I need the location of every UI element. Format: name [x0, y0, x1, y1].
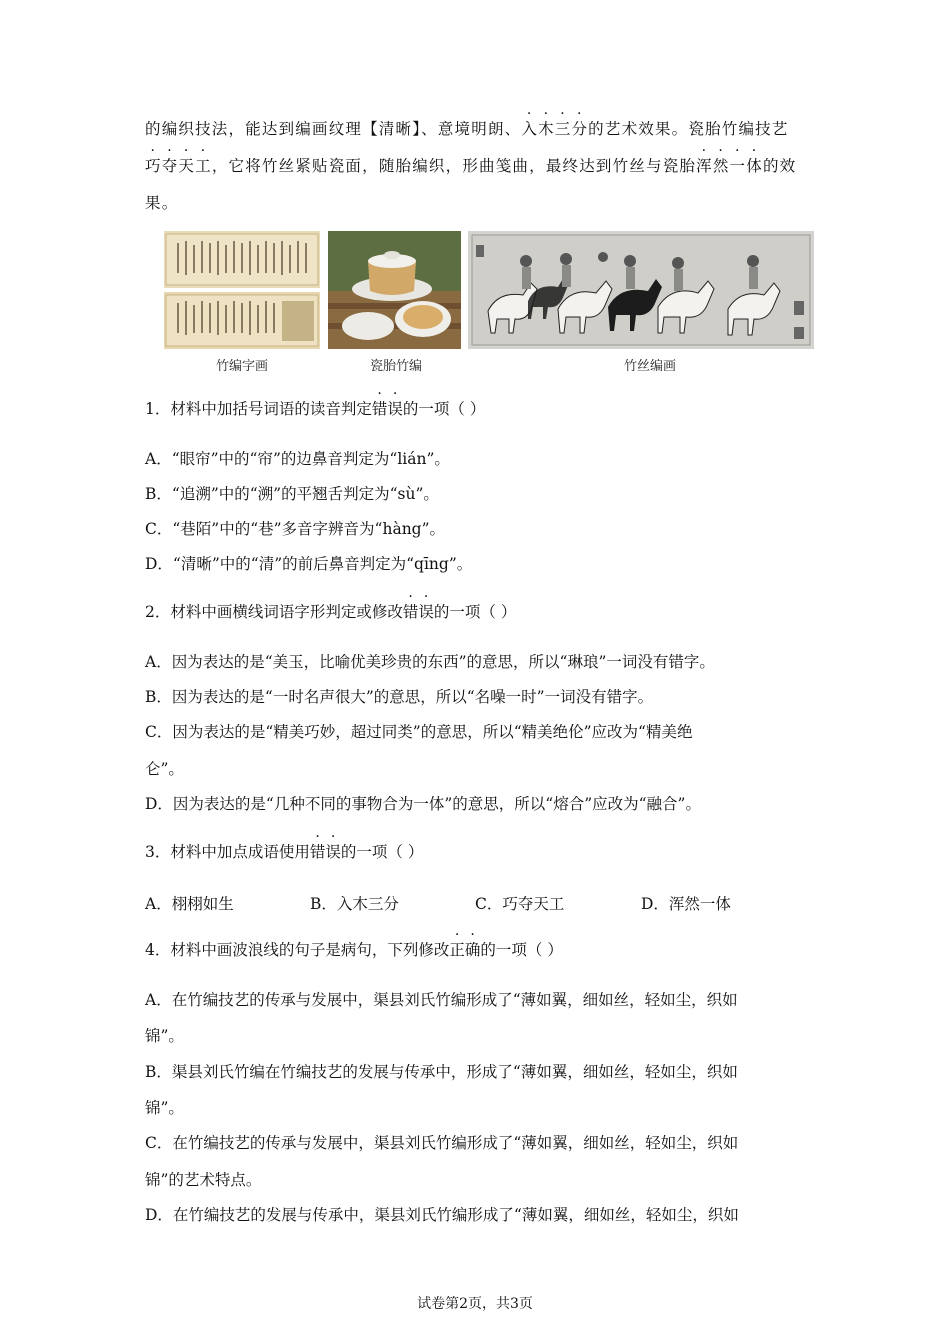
q4-option-c-cont: 锦”的艺术特点。 — [145, 1171, 262, 1189]
q4-option-a-cont: 锦”。 — [145, 1027, 184, 1045]
question-2-stem — [145, 602, 516, 622]
q4-option-d: D．在竹编技艺的发展与传承中，渠县刘氏竹编形成了“薄如翼，细如丝，轻如尘，织如 — [145, 1206, 739, 1224]
stem-text: 4．材料中画波浪线的句子是病句，下列修改 — [145, 941, 450, 959]
q4-option-b: B．渠县刘氏竹编在竹编技艺的发展与传承中，形成了“薄如翼，细如丝，轻如尘，织如 — [145, 1063, 738, 1081]
dotted-char: 错 — [402, 603, 419, 621]
q3-option-d: D．浑然一体 — [641, 895, 731, 913]
dotted-char: 体 — [746, 157, 763, 175]
dotted-char: 分 — [571, 120, 589, 138]
q2-option-d: D．因为表达的是“几种不同的事物合为一体”的意思，所以“熔合”应改为“融合”。 — [145, 795, 701, 813]
passage-line-3 — [145, 193, 178, 213]
question-1-stem — [145, 399, 485, 419]
dotted-char: 巧 — [145, 157, 162, 175]
dotted-char: 误 — [387, 400, 403, 418]
dotted-char: 天 — [178, 157, 196, 175]
dotted-char: 确 — [464, 941, 481, 959]
bamboo-weave-horses-image — [468, 231, 814, 349]
stem-text: 的一项（ ） — [340, 843, 424, 861]
dotted-char: 误 — [418, 603, 434, 621]
porcelain-bamboo-image — [328, 231, 461, 349]
stem-text: 2．材料中画横线词语字形判定或修改 — [145, 603, 403, 621]
q2-option-c: C．因为表达的是“精美巧妙，超过同类”的意思，所以“精美绝伦”应改为“精美绝 — [145, 723, 693, 741]
q1-option-b: B．“追溯”中的“溯”的平翘舌判定为“sù”。 — [145, 485, 439, 503]
q3-option-c: C．巧夺天工 — [475, 895, 565, 913]
q4-option-c: C．在竹编技艺的传承与发展中，渠县刘氏竹编形成了“薄如翼，细如丝，轻如尘，织如 — [145, 1134, 739, 1152]
q1-option-d: D．“清晰”中的“清”的前后鼻音判定为“qīng”。 — [145, 555, 473, 573]
dotted-char: 错 — [309, 843, 326, 861]
dotted-char: 工 — [195, 157, 212, 175]
dotted-char: 错 — [371, 400, 388, 418]
q1-option-a: A．“眼帘”中的“帘”的边鼻音判定为“lián”。 — [145, 450, 450, 468]
dotted-char: 木 — [538, 120, 555, 138]
passage-text: ，它将竹丝紧贴瓷面，随胎编织，形曲笺曲，最终达到竹丝与瓷胎 — [211, 157, 697, 175]
dotted-char: 然 — [712, 157, 730, 175]
stem-text: 的一项（ ） — [402, 400, 486, 418]
passage-text: 果。 — [145, 194, 179, 212]
question-4-stem — [145, 940, 563, 960]
dotted-char: 入 — [521, 120, 539, 138]
question-3-stem — [145, 842, 423, 862]
q1-option-c: C．“巷陌”中的“巷”多音字辨音为“hàng”。 — [145, 520, 446, 538]
dotted-char: 浑 — [696, 157, 713, 175]
bamboo-calligraphy-image — [164, 231, 320, 349]
dotted-char: 三 — [554, 120, 572, 138]
dotted-char: 正 — [449, 941, 465, 959]
stem-text: 1．材料中加括号词语的读音判定 — [145, 400, 372, 418]
stem-text: 的一项（ ） — [433, 603, 517, 621]
dotted-char: 误 — [325, 843, 341, 861]
q3-option-a: A．栩栩如生 — [145, 895, 234, 913]
q2-option-a: A．因为表达的是“美玉，比喻优美珍贵的东西”的意思，所以“琳琅”一词没有错字。 — [145, 653, 715, 671]
passage-text: 的效 — [762, 157, 797, 175]
passage-line-2 — [145, 156, 796, 176]
figure-caption: 竹编字画 — [216, 359, 269, 374]
passage-text: 的艺术效果。瓷胎竹编技艺 — [588, 120, 789, 138]
q4-option-b-cont: 锦”。 — [145, 1099, 184, 1117]
stem-text: 的一项（ ） — [480, 941, 563, 959]
figure-caption: 竹丝编画 — [624, 359, 677, 374]
q2-option-c-cont: 仑”。 — [145, 760, 184, 778]
passage-line-1 — [145, 119, 789, 139]
stem-text: 3．材料中加点成语使用 — [145, 843, 310, 861]
q2-option-b: B．因为表达的是“一时名声很大”的意思，所以“名噪一时”一词没有错字。 — [145, 688, 654, 706]
dotted-char: 夺 — [161, 157, 179, 175]
dotted-char: 一 — [729, 157, 747, 175]
page-footer: 试卷第2页，共3页 — [417, 1296, 533, 1312]
q4-option-a: A．在竹编技艺的传承与发展中，渠县刘氏竹编形成了“薄如翼，细如丝，轻如尘，织如 — [145, 991, 738, 1009]
q3-option-b: B．入木三分 — [310, 895, 399, 913]
figure-caption: 瓷胎竹编 — [370, 359, 423, 374]
passage-text: 的编织技法，能达到编画纹理【清晰】、意境明朗、 — [145, 120, 522, 138]
